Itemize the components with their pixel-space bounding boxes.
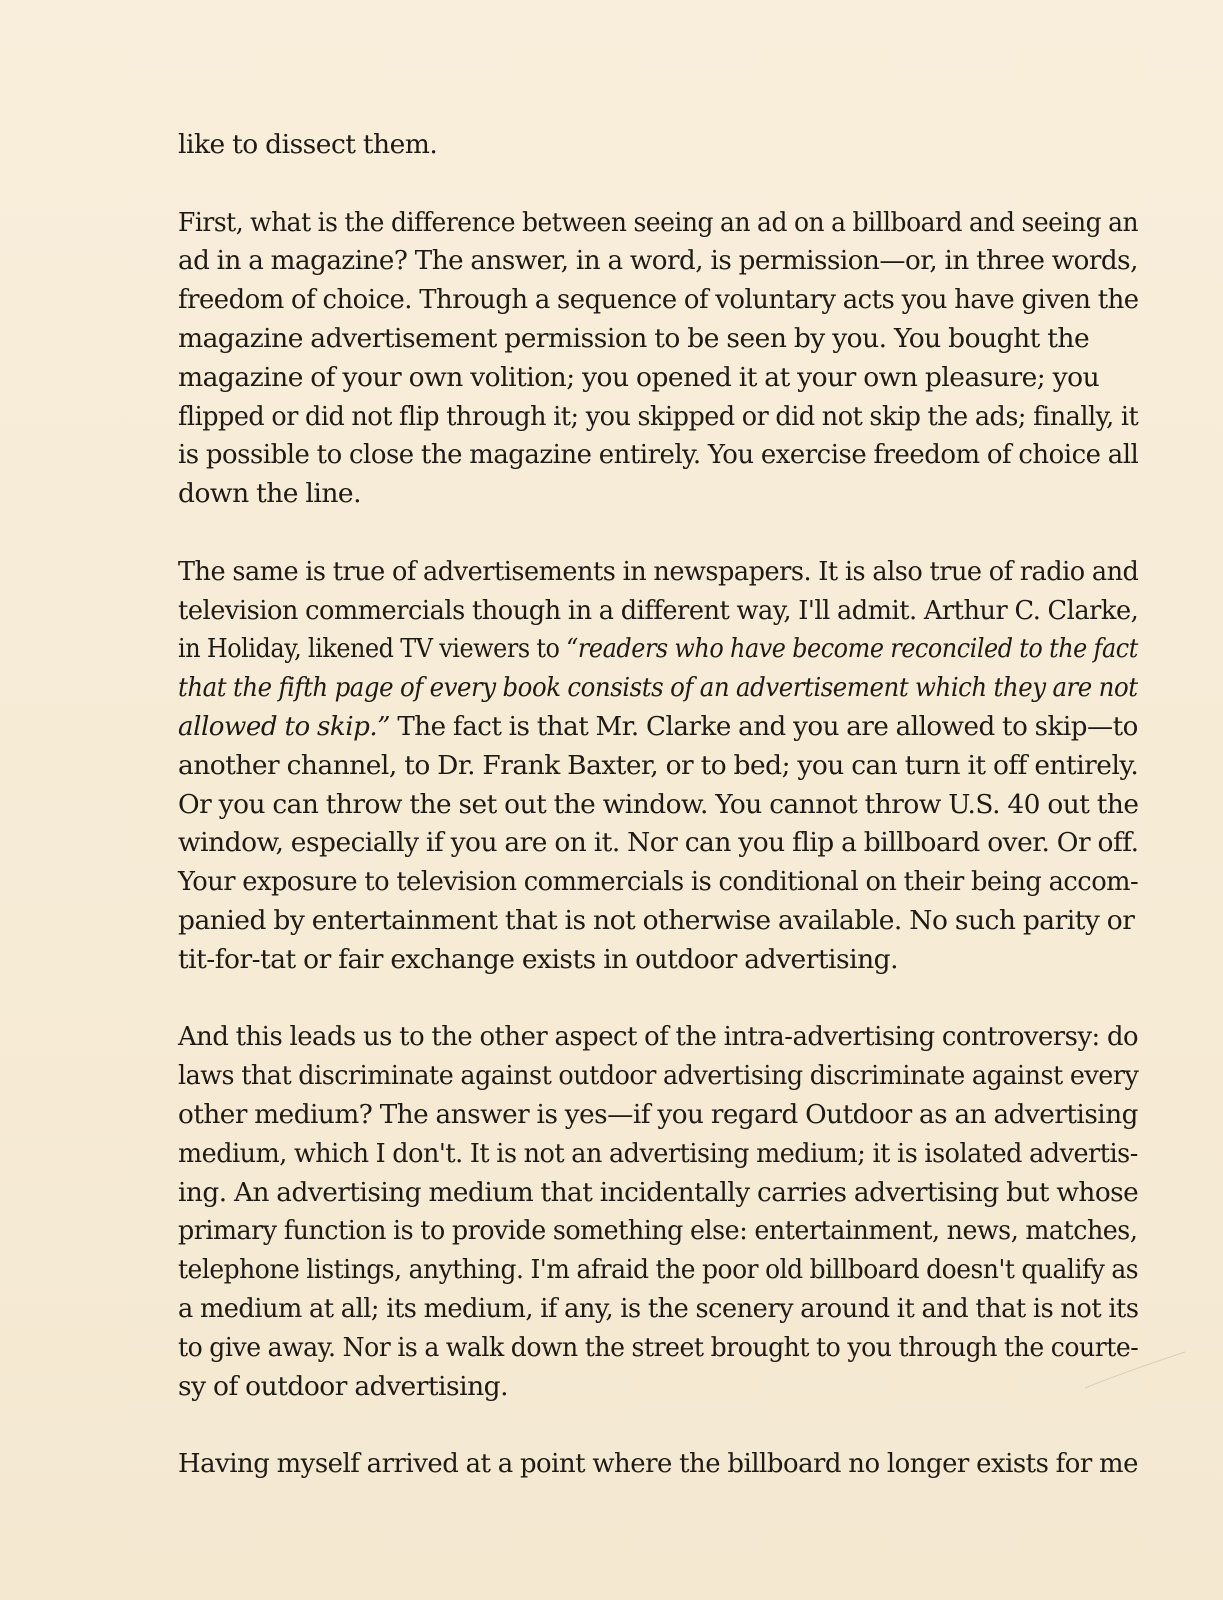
text-line: sy of outdoor advertising. [178, 1370, 509, 1402]
paragraph-gap [178, 165, 1138, 204]
text-line: magazine of your own volition; you opened it at your own pleasure; you [178, 361, 1100, 393]
text-line: freedom of choice. Through a sequence of voluntary acts you have given the [178, 284, 1139, 316]
text-line: tit-for-tat or fair exchange exists in outdoor advertising. [178, 943, 899, 975]
text-line: Having myself arrived at a point where the billboard no longer exists for me [178, 1448, 1138, 1480]
text-line: medium, which I don't. It is not an advertising medium; it is isolated advertis- [178, 1137, 1138, 1169]
text-line: ad in a magazine? The answer, in a word, is permission—or, in three words, [178, 245, 1138, 277]
text-run: in Holiday, likened TV viewers to [178, 633, 567, 665]
text-line: like to dissect them. [178, 129, 438, 160]
text-line: is possible to close the magazine entirely. You exercise freedom of choice all [178, 439, 1139, 471]
text-line: primary function is to provide something else: entertainment, news, matches, [178, 1215, 1138, 1247]
paper-scratch-mark [1080, 1350, 1190, 1390]
text-line: First, what is the difference between seeing an ad on a billboard and seeing an [178, 206, 1139, 238]
text-line: television commercials though in a different way, I'll admit. Arthur C. Clarke, [178, 594, 1139, 626]
text-line: And this leads us to the other aspect of the intra-advertising controversy: do [178, 1021, 1139, 1053]
text-line [178, 708, 1138, 747]
text-line: down the line. [178, 478, 362, 510]
text-run: The fact is that Mr. Clarke and you are allowed to skip—to [390, 710, 1138, 742]
text-line: Or you can throw the set out the window. You cannot throw U.S. 40 out the [178, 788, 1139, 820]
text-line: flipped or did not flip through it; you skipped or did not skip the ads; finally, it [178, 400, 1139, 432]
text-line: a medium at all; its medium, if any, is the scenery around it and that is not its [178, 1292, 1139, 1324]
paragraph-gap [178, 1406, 1138, 1445]
body-text [178, 126, 1138, 1484]
text-line: to give away. Nor is a walk down the street brought to you through the courte- [178, 1331, 1139, 1363]
text-line: laws that discriminate against outdoor advertising discriminate against every [178, 1060, 1139, 1092]
paragraph-gap [178, 980, 1138, 1019]
text-line [178, 630, 1138, 669]
paragraph-gap [178, 514, 1138, 553]
text-line: The same is true of advertisements in newspapers. It is also true of radio and [178, 555, 1139, 587]
text-line: panied by entertainment that is not otherwise available. No such parity or [178, 904, 1135, 936]
text-line: other medium? The answer is yes—if you regard Outdoor as an advertising [178, 1098, 1138, 1130]
text-line: magazine advertisement permission to be seen by you. You bought the [178, 322, 1090, 354]
text-line: Your exposure to television commercials is conditional on their being accom- [178, 866, 1139, 898]
text-line: ing. An advertising medium that incidentally carries advertising but whose [178, 1176, 1139, 1208]
quote-italic-line: that the fifth page of every book consists of an advertisement which they are not [178, 672, 1138, 704]
quote-italic: “readers who have become reconciled to the fact [566, 633, 1138, 665]
text-line: another channel, to Dr. Frank Baxter, or to bed; you can turn it off entirely. [178, 749, 1139, 781]
text-line: telephone listings, anything. I'm afraid the poor old billboard doesn't qualify as [178, 1254, 1139, 1286]
text-line: window, especially if you are on it. Nor can you flip a billboard over. Or off. [178, 827, 1139, 859]
quote-italic: allowed to skip.” [178, 710, 391, 742]
